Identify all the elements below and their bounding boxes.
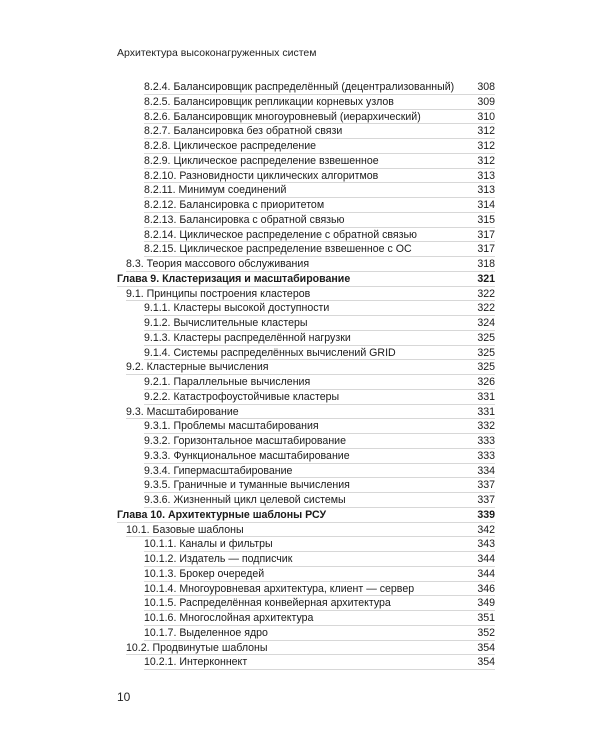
toc-entry-title: 8.2.9. Циклическое распределение взвешенное	[144, 154, 379, 167]
toc-entry-page: 309	[477, 95, 495, 108]
toc-entry-title: 10.2.1. Интерконнект	[144, 656, 248, 669]
toc-entry-page: 337	[477, 479, 495, 492]
toc-entry-page: 337	[477, 494, 495, 506]
toc-entry-page: 334	[477, 464, 495, 477]
toc-entry	[117, 655, 495, 670]
toc-entry	[117, 596, 495, 611]
toc-entry-page: 352	[477, 626, 495, 639]
toc-entry-page: 354	[477, 656, 495, 669]
toc-entry-page: 332	[477, 420, 495, 433]
toc-entry-title: 9.1.3. Кластеры распределённой нагрузки	[144, 331, 351, 344]
toc-entry	[117, 213, 495, 228]
toc-entry	[117, 611, 495, 626]
page-number: 10	[117, 690, 131, 704]
toc-entry-title: 8.2.6. Балансировщик многоуровневый (иерархический)	[144, 110, 421, 123]
toc-entry-page: 321	[477, 272, 495, 285]
toc-entry	[117, 626, 495, 641]
toc-entry-title: 8.2.13. Балансировка с обратной связью	[144, 213, 345, 226]
toc-entry	[117, 360, 495, 375]
toc-entry-page: 325	[477, 346, 495, 359]
toc-entry-page: 318	[477, 258, 495, 270]
toc-entry-title: 9.2.2. Катастрофоустойчивые кластеры	[144, 390, 340, 403]
toc-entry-title: 9.1. Принципы построения кластеров	[126, 287, 311, 300]
toc-entry-page: 312	[477, 140, 495, 152]
toc-entry-page: 312	[477, 125, 495, 138]
toc-entry-page: 343	[477, 538, 495, 551]
toc-entry	[117, 154, 495, 169]
toc-entry-title: 9.3.1. Проблемы масштабирования	[144, 420, 319, 433]
toc-entry-page: 310	[477, 110, 495, 123]
toc-entry	[117, 375, 495, 390]
toc-entry-page: 344	[477, 567, 495, 580]
toc-entry	[117, 95, 495, 110]
toc-entry	[117, 287, 495, 302]
toc-entry-title: 10.1.4. Многоуровневая архитектура, клиент — сервер	[144, 582, 415, 595]
toc-entry	[117, 405, 495, 420]
toc-entry	[117, 567, 495, 582]
toc-entry-title: 8.2.10. Разновидности циклических алгоритмов	[144, 169, 379, 182]
toc-entry-title: 8.2.14. Циклическое распределение с обратной связью	[144, 228, 417, 241]
toc-entry	[117, 537, 495, 552]
toc-entry-title: 10.1.6. Многослойная архитектура	[144, 612, 314, 624]
toc-entry	[117, 331, 495, 346]
toc-entry-page: 351	[477, 612, 495, 624]
toc-entry	[117, 198, 495, 213]
toc-entry-page: 326	[477, 376, 495, 388]
toc-entry	[117, 80, 495, 95]
toc-entry-title: 10.1.2. Издатель — подписчик	[144, 553, 293, 565]
toc-entry-page: 342	[477, 523, 495, 536]
toc-entry	[117, 434, 495, 449]
toc-entry	[117, 478, 495, 493]
toc-entry	[117, 552, 495, 567]
toc-entry	[117, 346, 495, 361]
toc-entry	[117, 316, 495, 331]
toc-entry-title: 8.2.4. Балансировщик распределённый (децентрализованный)	[144, 81, 455, 93]
toc-entry-page: 317	[477, 228, 495, 241]
toc-entry-page: 308	[477, 81, 495, 93]
toc-entry-page: 354	[477, 641, 495, 654]
toc-entry-page: 333	[477, 435, 495, 447]
toc-entry-page: 324	[477, 317, 495, 329]
toc-entry	[117, 257, 495, 272]
running-head: Архитектура высоконагруженных систем	[117, 47, 317, 59]
toc-chapter-entry	[117, 272, 495, 287]
toc-entry-page: 322	[477, 287, 495, 300]
toc-entry-page: 325	[477, 361, 495, 374]
toc-entry-title: 8.3. Теория массового обслуживания	[126, 258, 310, 270]
toc-entry-page: 346	[477, 582, 495, 595]
toc-entry-page: 312	[477, 154, 495, 167]
toc-entry	[117, 523, 495, 538]
toc-entry	[117, 169, 495, 184]
toc-entry	[117, 582, 495, 597]
toc-entry	[117, 228, 495, 243]
toc-entry-title: 10.1.1. Каналы и фильтры	[144, 538, 273, 551]
toc-entry-title: 8.2.12. Балансировка с приоритетом	[144, 199, 325, 211]
toc-entry-title: Глава 9. Кластеризация и масштабирование	[117, 272, 351, 285]
toc-entry	[117, 641, 495, 656]
toc-entry-title: 9.3.4. Гипермасштабирование	[144, 464, 293, 477]
toc-entry-title: 8.2.11. Минимум соединений	[144, 184, 287, 197]
toc-entry-page: 349	[477, 597, 495, 610]
toc-entry	[117, 493, 495, 508]
toc-entry	[117, 449, 495, 464]
toc-entry	[117, 464, 495, 479]
toc-entry-title: 9.1.1. Кластеры высокой доступности	[144, 302, 330, 315]
toc-entry-page: 331	[477, 390, 495, 403]
toc-entry	[117, 124, 495, 139]
toc-chapter-entry	[117, 508, 495, 523]
toc-entry	[117, 110, 495, 125]
toc-entry	[117, 242, 495, 257]
toc-entry-page: 314	[477, 199, 495, 211]
toc-entry-page: 322	[477, 302, 495, 315]
toc-entry-title: 10.1.5. Распределённая конвейерная архитектура	[144, 597, 391, 610]
toc-entry-page: 317	[477, 243, 495, 256]
toc-entry-title: 8.2.8. Циклическое распределение	[144, 140, 317, 152]
toc-entry-title: 9.1.2. Вычислительные кластеры	[144, 317, 308, 329]
toc-entry-title: 8.2.5. Балансировщик репликации корневых узлов	[144, 95, 394, 108]
toc-entry-title: Глава 10. Архитектурные шаблоны РСУ	[117, 508, 327, 521]
toc-entry-page: 331	[477, 405, 495, 418]
toc-entry-title: 9.3.6. Жизненный цикл целевой системы	[144, 494, 346, 506]
toc-entry-page: 313	[477, 184, 495, 197]
toc-entry-page: 315	[477, 213, 495, 226]
toc-entry-title: 9.3. Масштабирование	[126, 405, 239, 418]
toc-entry	[117, 183, 495, 198]
toc-entry	[117, 419, 495, 434]
toc-entry-title: 9.3.2. Горизонтальное масштабирование	[144, 435, 346, 447]
toc-entry-title: 9.1.4. Системы распределённых вычислений GRID	[144, 346, 396, 359]
toc-entry-title: 10.1.3. Брокер очередей	[144, 567, 265, 580]
toc-entry-title: 8.2.15. Циклическое распределение взвешенное с ОС	[144, 243, 412, 256]
toc-entry-title: 9.3.5. Граничные и туманные вычисления	[144, 479, 350, 492]
toc-entry-title: 10.1. Базовые шаблоны	[126, 523, 244, 536]
toc-entry-page: 325	[477, 331, 495, 344]
toc-entry-title: 9.2. Кластерные вычисления	[126, 361, 269, 374]
table-of-contents	[117, 80, 495, 670]
toc-entry	[117, 301, 495, 316]
toc-entry-page: 333	[477, 449, 495, 462]
toc-entry-title: 9.3.3. Функциональное масштабирование	[144, 449, 350, 462]
toc-entry-title: 9.2.1. Параллельные вычисления	[144, 376, 311, 388]
toc-entry	[117, 139, 495, 154]
toc-entry-title: 8.2.7. Балансировка без обратной связи	[144, 125, 343, 138]
toc-entry-page: 344	[477, 553, 495, 565]
toc-entry-page: 313	[477, 169, 495, 182]
toc-entry	[117, 390, 495, 405]
toc-entry-title: 10.2. Продвинутые шаблоны	[126, 641, 268, 654]
toc-entry-page: 339	[477, 508, 495, 521]
toc-entry-title: 10.1.7. Выделенное ядро	[144, 626, 268, 639]
